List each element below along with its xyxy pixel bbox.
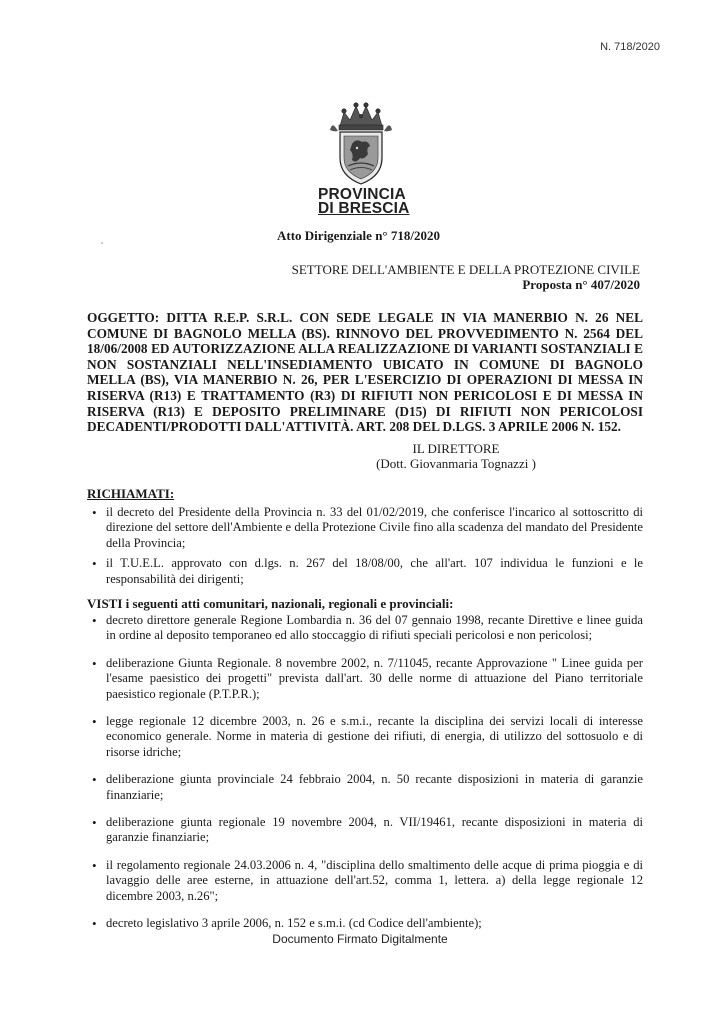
digital-signature-footer: Documento Firmato Digitalmente xyxy=(272,932,448,946)
richiamati-heading: RICHIAMATI: xyxy=(87,486,175,501)
director-block xyxy=(363,441,549,471)
list-item: • il regolamento regionale 24.03.2006 n. 4, "disciplina dello smaltimento delle acque di prima pioggia e di lavaggio delle aree esterne, in attuazione dell'art.52, comma 1, lettera. a) della legge regionale 12 dicembre 2003, n.26"; xyxy=(87,858,643,904)
visti-list xyxy=(87,613,643,944)
province-crest-logo xyxy=(330,100,392,186)
list-item: • deliberazione giunta regionale 19 novembre 2004, n. VII/19461, recante disposizioni in materia di garanzie finanziarie; xyxy=(87,815,643,846)
scan-speck xyxy=(101,242,103,244)
list-item: • decreto direttore generale Regione Lombardia n. 36 del 07 gennaio 1998, recante Direttive e linee guida in ordine al deposito temporaneo ed allo stoccaggio di rifiuti speciali pericolosi e non pericolosi; xyxy=(87,613,643,644)
list-item: • legge regionale 12 dicembre 2003, n. 26 e s.m.i., recante la disciplina dei servizi locali di interesse economico generale. Norme in materia di gestione dei rifiuti, di energia, di utilizzo del sottosuolo e di risorse idriche; xyxy=(87,714,643,760)
logo-line-1: PROVINCIA xyxy=(318,186,406,203)
list-item: • il decreto del Presidente della Provincia n. 33 del 01/02/2019, che conferisce l'incarico al sottoscritto di direzione del settore dell'Ambiente e della Protezione Civile fino alla scadenza del mandato del Presidente della Provincia; xyxy=(87,505,643,551)
list-item: • deliberazione Giunta Regionale. 8 novembre 2002, n. 7/11045, recante Approvazione " Linee guida per l'esame paesistico dei progetti" prevista dall'art. 30 delle norme di attuazione del Piano territoriale paesistico regionale (P.T.P.R.); xyxy=(87,656,643,702)
sector-title: SETTORE DELL'AMBIENTE E DELLA PROTEZIONE CIVILE xyxy=(291,262,640,277)
director-title: IL DIRETTORE xyxy=(412,441,500,456)
sector-block xyxy=(292,262,640,292)
province-logo-text xyxy=(318,188,410,216)
document-number: N. 718/2020 xyxy=(600,41,660,53)
director-name: (Dott. Giovanmaria Tognazzi ) xyxy=(376,456,536,471)
subject-paragraph: OGGETTO: DITTA R.E.P. S.R.L. CON SEDE LEGALE IN VIA MANERBIO N. 26 NEL COMUNE DI BAGNOLO MELLA (BS). RINNOVO DEL PROVVEDIMENTO N. 2564 DEL 18/06/2008 ED AUTORIZZAZIONE ALLA REALIZZAZIONE DI VARIANTI SOSTANZIALI E NON SOSTANZIALI NELL'INSEDIAMENTO UBICATO IN COMUNE DI BAGNOLO MELLA (BS), VIA MANERBIO N. 26, PER L'ESERCIZIO DI OPERAZIONI DI MESSA IN RISERVA (R13) E TRATTAMENTO (R3) DI RIFIUTI NON PERICOLOSI E DI MESSA IN RISERVA (R13) E DEPOSITO PRELIMINARE (D15) DI RIFIUTI NON PERICOLOSI DECADENTI/PRODOTTI DALL'ATTIVITÀ. ART. 208 DEL D.LGS. 3 APRILE 2006 N. 152. xyxy=(87,310,643,435)
logo-line-2: DI BRESCIA xyxy=(318,200,410,217)
visti-heading: VISTI i seguenti atti comunitari, nazionali, regionali e provinciali: xyxy=(87,596,454,611)
list-item: • deliberazione giunta provinciale 24 febbraio 2004, n. 50 recante disposizioni in materia di garanzie finanziarie; xyxy=(87,772,643,803)
act-number: Atto Dirigenziale n° 718/2020 xyxy=(277,228,440,243)
proposal-number: Proposta n° 407/2020 xyxy=(522,277,640,292)
list-item: • decreto legislativo 3 aprile 2006, n. 152 e s.m.i. (cd Codice dell'ambiente); xyxy=(87,916,643,931)
list-item: • il T.U.E.L. approvato con d.lgs. n. 267 del 18/08/00, che all'art. 107 individua le funzioni e le responsabilità dei dirigenti; xyxy=(87,556,643,587)
richiamati-list xyxy=(87,505,643,592)
